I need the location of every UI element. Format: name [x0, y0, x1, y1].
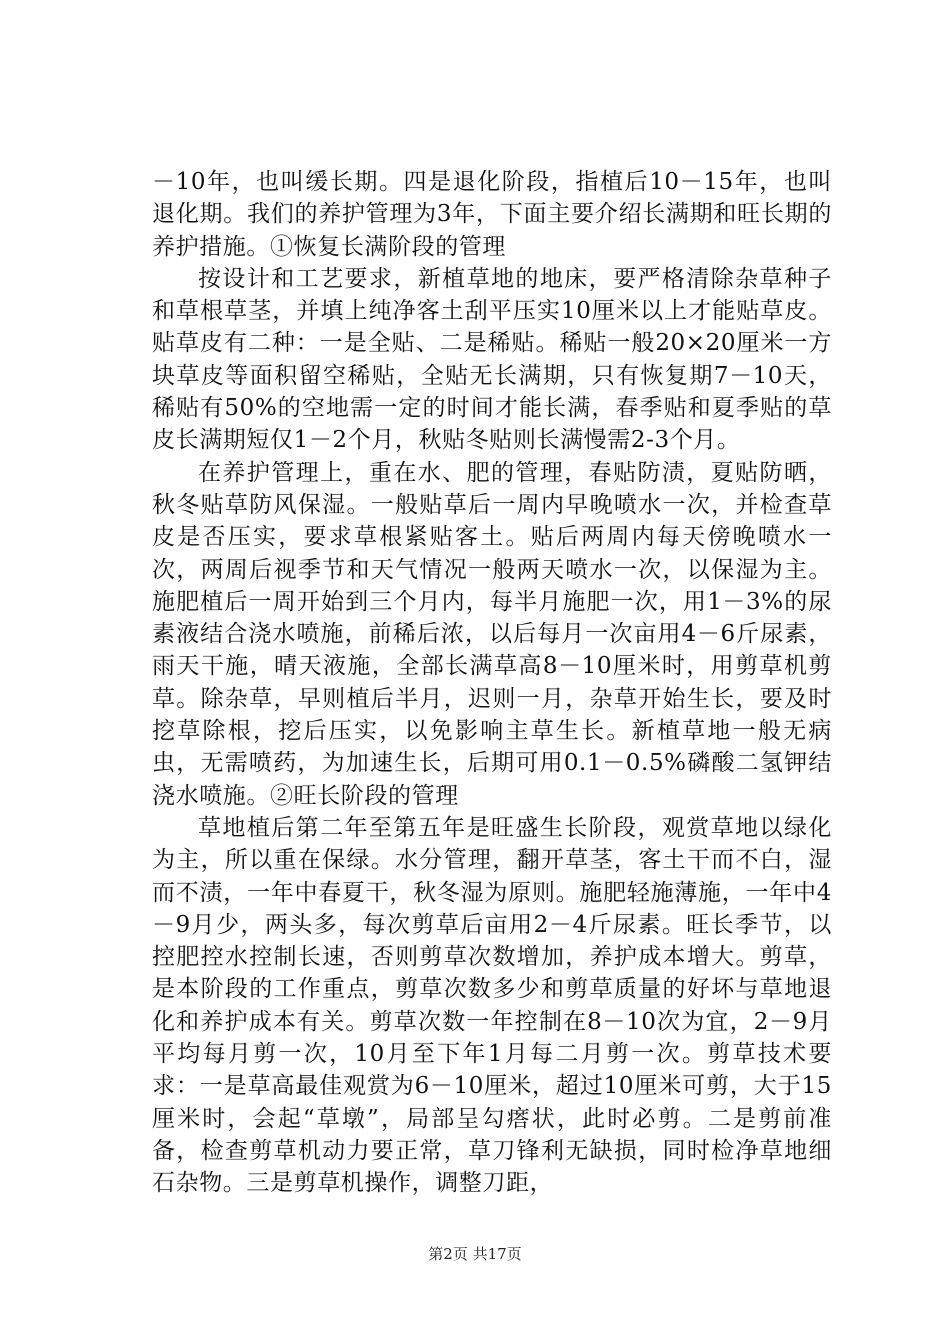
- paragraph-maintenance-management: 在养护管理上，重在水、肥的管理，春贴防渍，夏贴防晒，秋冬贴草防风保湿。一般贴草后一周内早晚喷水一次，并检查草皮是否压实，要求草根紧贴客土。贴后两周内每天傍晚喷水一次，两周后视季节和天气情况一般两天喷水一次，以保湿为主。施肥植后一周开始到三个月内，每半月施肥一次，用1－3%的尿素液结合浇水喷施，前稀后浓，以后每月一次亩用4－6斤尿素，雨天干施，晴天液施，全部长满草高8－10厘米时，用剪草机剪草。除杂草，早则植后半月，迟则一月，杂草开始生长，要及时挖草除根，挖后压实，以免影响主草生长。新植草地一般无病虫，无需喷药，为加速生长，后期可用0.1－0.5%磷酸二氢钾结浇水喷施。②旺长阶段的管理: [152, 459, 832, 809]
- document-body: [152, 166, 832, 1200]
- paragraph-vigorous-growth-stage: 草地植后第二年至第五年是旺盛生长阶段，观赏草地以绿化为主，所以重在保绿。水分管理，翻开草茎，客土干而不白，湿而不渍，一年中春夏干，秋冬湿为原则。施肥轻施薄施，一年中4－9月少，两头多，每次剪草后亩用2－4斤尿素。旺长季节，以控肥控水控制长速，否则剪草次数增加，养护成本增大。剪草，是本阶段的工作重点，剪草次数多少和剪草质量的好坏与草地退化和养护成本有关。剪草次数一年控制在8－10次为宜，2－9月平均每月剪一次，10月至下年1月每二月剪一次。剪草技术要求：一是草高最佳观赏为6－10厘米，超过10厘米可剪，大于15厘米时，会起“草墩”，局部呈勾瘩状，此时必剪。二是剪前准备，检查剪草机动力要正常，草刀锋利无缺损，同时检净草地细石杂物。三是剪草机操作，调整刀距，: [152, 814, 832, 1197]
- paragraph-continuation: －10年，也叫缓长期。四是退化阶段，指植后10－15年，也叫退化期。我们的养护管理为3年，下面主要介绍长满期和旺长期的养护措施。①恢复长满阶段的管理: [152, 169, 832, 260]
- paragraph-planting-requirements: 按设计和工艺要求，新植草地的地床，要严格清除杂草种子和草根草茎，并填上纯净客土刮平压实10厘米以上才能贴草皮。贴草皮有二种：一是全贴、二是稀贴。稀贴一般20×20厘米一方块草皮等面积留空稀贴，全贴无长满期，只有恢复期7－10天，稀贴有50%的空地需一定的时间才能长满，春季贴和夏季贴的草皮长满期短仅1－2个月，秋贴冬贴则长满慢需2-3个月。: [152, 265, 832, 454]
- page-number-footer: 第2页 共17页: [428, 1245, 522, 1263]
